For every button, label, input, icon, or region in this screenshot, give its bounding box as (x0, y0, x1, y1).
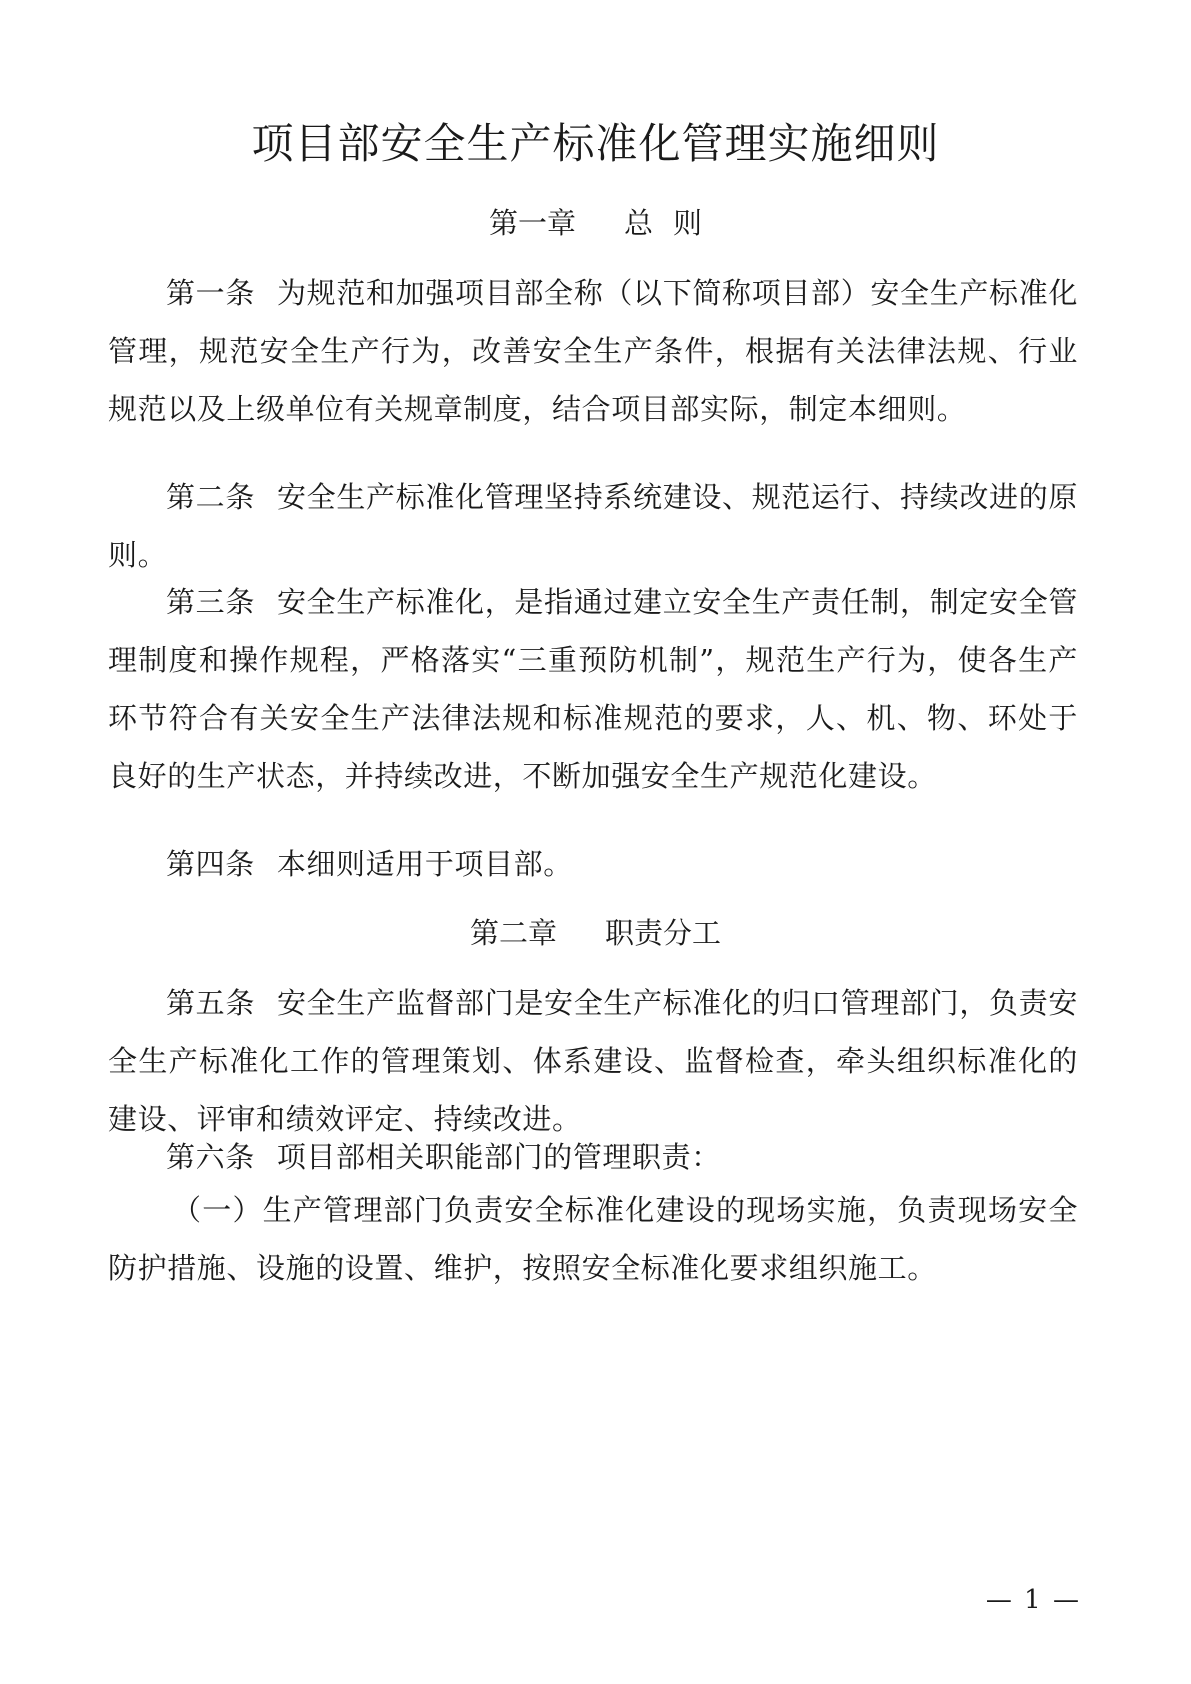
document-title: 项目部安全生产标准化管理实施细则 (251, 119, 940, 168)
article-3-number: 第三条 (166, 585, 256, 619)
article-4-text: 本细则适用于项目部。 (276, 847, 573, 881)
article-1-number: 第一条 (166, 276, 256, 310)
article-3-text: 安全生产标准化，是指通过建立安全生产责任制，制定安全管理制度和操作规程，严格落实“三重预防机制”，规范生产行为，使各生产环节符合有关安全生产法律法规和标准规范的要求，人、机、物、环处于良好的生产状态，并持续改进，不断加强安全生产规范化建设。 (108, 585, 1078, 793)
article-4-number: 第四条 (166, 847, 255, 881)
article-2 (108, 468, 1078, 584)
article-6-number: 第六条 (166, 1140, 255, 1174)
article-2-number: 第二条 (166, 480, 256, 514)
page-number: — 1 — (985, 1585, 1081, 1615)
article-5 (108, 974, 1078, 1148)
chapter-2-name: 职责分工 (605, 916, 722, 950)
chapter-1-name-part2: 则 (673, 206, 703, 240)
chapter-2-heading (0, 913, 1191, 953)
article-6-text: 项目部相关职能部门的管理职责： (276, 1140, 721, 1174)
chapter-1-number: 第一章 (488, 206, 576, 240)
article-6 (108, 1128, 1078, 1186)
article-1 (108, 264, 1078, 438)
article-2-text: 安全生产标准化管理坚持系统建设、规范运行、持续改进的原则。 (108, 480, 1078, 572)
article-3 (108, 573, 1078, 805)
article-4 (108, 835, 1078, 893)
chapter-2-number: 第二章 (469, 916, 557, 950)
article-5-number: 第五条 (166, 986, 256, 1020)
article-1-text: 为规范和加强项目部全称（以下简称项目部）安全生产标准化管理，规范安全生产行为，改善安全生产条件，根据有关法律法规、行业规范以及上级单位有关规章制度，结合项目部实际，制定本细则。 (108, 276, 1078, 426)
chapter-1-name-part1: 总 (623, 206, 653, 240)
chapter-1-heading (0, 203, 1191, 243)
article-6-sub-item-1: （一）生产管理部门负责安全标准化建设的现场实施，负责现场安全防护措施、设施的设置、维护，按照安全标准化要求组织施工。 (108, 1193, 1078, 1285)
article-5-text: 安全生产监督部门是安全生产标准化的归口管理部门，负责安全生产标准化工作的管理策划、体系建设、监督检查，牵头组织标准化的建设、评审和绩效评定、持续改进。 (108, 986, 1078, 1136)
